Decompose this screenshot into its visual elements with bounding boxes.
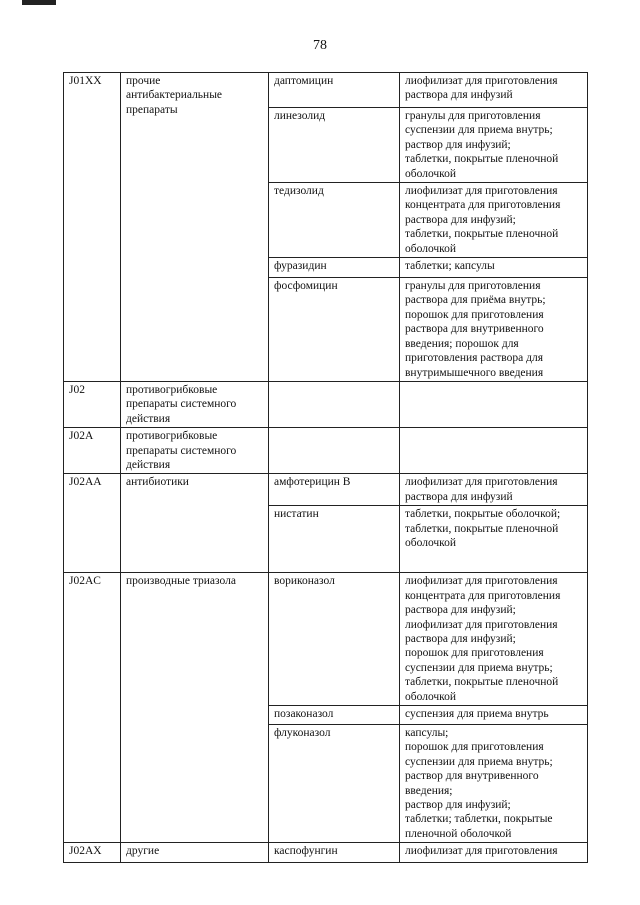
scan-corner-mark — [22, 0, 56, 5]
atc-code-cell: J02 — [64, 381, 121, 427]
atc-group-cell: прочие антибактериальные препараты — [121, 73, 269, 382]
dosage-form-cell: суспензия для приема внутрь — [400, 706, 588, 725]
dosage-form-cell — [400, 428, 588, 474]
atc-group-cell: производные триазола — [121, 573, 269, 843]
dosage-form-cell — [400, 381, 588, 427]
dosage-form-cell: лиофилизат для приготовления — [400, 843, 588, 863]
drug-name-cell: амфотерицин В — [269, 474, 400, 506]
table-row — [64, 428, 588, 474]
atc-code-cell: J01XX — [64, 73, 121, 382]
atc-group-cell: антибиотики — [121, 474, 269, 573]
atc-group-cell: противогрибковые препараты системного действия — [121, 428, 269, 474]
table-row — [64, 573, 588, 706]
dosage-form-cell: капсулы; порошок для приготовления суспензии для приема внутрь; раствор для внутривенного введения; раствор для инфузий; таблетки; таблетки, покрытые пленочной оболочкой — [400, 725, 588, 843]
dosage-form-cell: лиофилизат для приготовления концентрата для приготовления раствора для инфузий; лиофилизат для приготовления раствора для инфузий; порошок для приготовления суспензии для приема внутрь; таблетки, покрытые пленочной оболочкой — [400, 573, 588, 706]
atc-group-cell: противогрибковые препараты системного действия — [121, 381, 269, 427]
atc-code-cell: J02AX — [64, 843, 121, 863]
drug-name-cell: даптомицин — [269, 73, 400, 108]
page-number: 78 — [313, 38, 327, 53]
dosage-form-cell: таблетки; капсулы — [400, 258, 588, 278]
table-row — [64, 843, 588, 863]
drug-name-cell — [269, 381, 400, 427]
table-row — [64, 474, 588, 506]
drug-name-cell: фосфомицин — [269, 278, 400, 382]
drug-name-cell — [269, 428, 400, 474]
dosage-form-cell: лиофилизат для приготовления раствора для инфузий — [400, 474, 588, 506]
drug-name-cell: вориконазол — [269, 573, 400, 706]
drug-table — [63, 72, 588, 863]
dosage-form-cell: лиофилизат для приготовления концентрата для приготовления раствора для инфузий; таблетки, покрытые пленочной оболочкой — [400, 183, 588, 258]
drug-name-cell: линезолид — [269, 108, 400, 183]
drug-name-cell: флуконазол — [269, 725, 400, 843]
atc-code-cell: J02AC — [64, 573, 121, 843]
atc-code-cell: J02A — [64, 428, 121, 474]
atc-group-cell: другие — [121, 843, 269, 863]
dosage-form-cell: гранулы для приготовления раствора для приёма внутрь; порошок для приготовления раствора для внутривенного введения; порошок для приготовления раствора для внутримышечного введения — [400, 278, 588, 382]
drug-name-cell: нистатин — [269, 506, 400, 573]
dosage-form-cell: таблетки, покрытые оболочкой; таблетки, покрытые пленочной оболочкой — [400, 506, 588, 573]
drug-name-cell: позаконазол — [269, 706, 400, 725]
drug-name-cell: тедизолид — [269, 183, 400, 258]
drug-name-cell: каспофунгин — [269, 843, 400, 863]
table-row — [64, 73, 588, 108]
dosage-form-cell: гранулы для приготовления суспензии для приема внутрь; раствор для инфузий; таблетки, покрытые пленочной оболочкой — [400, 108, 588, 183]
atc-code-cell: J02AA — [64, 474, 121, 573]
drug-name-cell: фуразидин — [269, 258, 400, 278]
table-row — [64, 381, 588, 427]
dosage-form-cell: лиофилизат для приготовления раствора для инфузий — [400, 73, 588, 108]
